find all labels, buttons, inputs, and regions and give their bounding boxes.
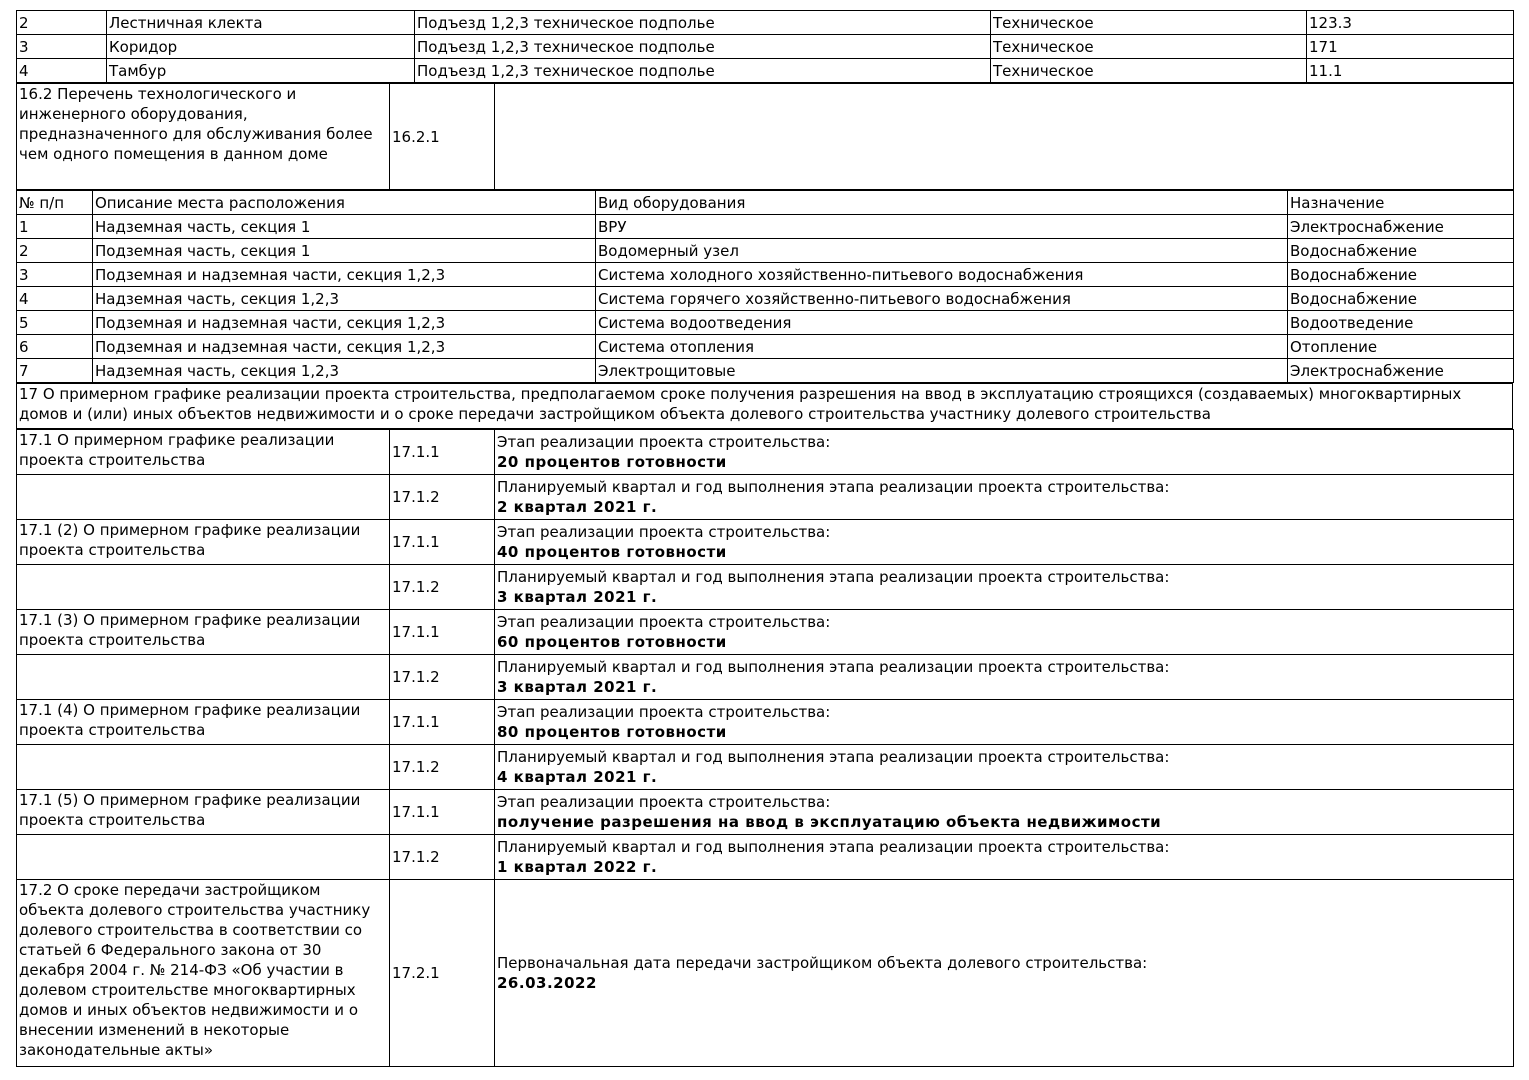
equipment-cell: Система отопления bbox=[596, 335, 1288, 359]
stage-date-value: 1 квартал 2022 г. bbox=[497, 858, 658, 876]
transfer-code: 17.2.1 bbox=[390, 880, 495, 1067]
rooms-row bbox=[17, 59, 1514, 83]
stage-row bbox=[17, 790, 1514, 835]
equipment-header-cell: № п/п bbox=[17, 191, 93, 215]
stage-empty-cell bbox=[17, 745, 390, 790]
equipment-cell: Водоотведение bbox=[1288, 311, 1514, 335]
equipment-cell: Водомерный узел bbox=[596, 239, 1288, 263]
room-area: 123.3 bbox=[1307, 11, 1514, 35]
stage-cell bbox=[495, 430, 1514, 475]
equipment-row bbox=[17, 311, 1514, 335]
equipment-cell: 2 bbox=[17, 239, 93, 263]
section-17-title: 17 О примерном графике реализации проекта строительства, предполагаемом сроке получения разрешения на ввод в эксплуатацию строящихся (создаваемых) многоквартирных домов и (или) иных объектов недвижимости и о сроке передачи застройщиком объекта долевого строительства участнику долевого строительства bbox=[17, 384, 1513, 429]
equipment-header-cell: Назначение bbox=[1288, 191, 1514, 215]
stage-date-row bbox=[17, 745, 1514, 790]
section-16-2-value bbox=[495, 84, 1514, 190]
stage-code: 17.1.2 bbox=[390, 745, 495, 790]
equipment-cell: Подземная и надземная части, секция 1,2,3 bbox=[93, 335, 596, 359]
room-location: Подъезд 1,2,3 техническое подполье bbox=[415, 35, 991, 59]
equipment-cell: Водоснабжение bbox=[1288, 239, 1514, 263]
room-area: 11.1 bbox=[1307, 59, 1514, 83]
stage-label: Этап реализации проекта строительства: bbox=[497, 613, 831, 631]
equipment-cell: Подземная часть, секция 1 bbox=[93, 239, 596, 263]
stage-row bbox=[17, 610, 1514, 655]
stage-cell bbox=[495, 790, 1514, 835]
room-area: 171 bbox=[1307, 35, 1514, 59]
stage-title: 17.1 (3) О примерном графике реализации проекта строительства bbox=[17, 610, 390, 655]
section-16-2-code: 16.2.1 bbox=[390, 84, 495, 190]
room-num: 2 bbox=[17, 11, 107, 35]
stage-date-label: Планируемый квартал и год выполнения этапа реализации проекта строительства: bbox=[497, 838, 1170, 856]
rooms-row bbox=[17, 11, 1514, 35]
room-name: Коридор bbox=[107, 35, 415, 59]
stage-row bbox=[17, 520, 1514, 565]
stage-date-label: Планируемый квартал и год выполнения этапа реализации проекта строительства: bbox=[497, 658, 1170, 676]
equipment-cell: Электроснабжение bbox=[1288, 359, 1514, 383]
stage-title: 17.1 (4) О примерном графике реализации проекта строительства bbox=[17, 700, 390, 745]
equipment-cell: Система холодного хозяйственно-питьевого водоснабжения bbox=[596, 263, 1288, 287]
stage-cell bbox=[495, 700, 1514, 745]
equipment-cell: Электроснабжение bbox=[1288, 215, 1514, 239]
stage-cell bbox=[495, 610, 1514, 655]
stage-cell bbox=[495, 520, 1514, 565]
equipment-header-cell: Вид оборудования bbox=[596, 191, 1288, 215]
stage-date-label: Планируемый квартал и год выполнения этапа реализации проекта строительства: bbox=[497, 478, 1170, 496]
equipment-cell: Надземная часть, секция 1,2,3 bbox=[93, 287, 596, 311]
stage-date-label: Планируемый квартал и год выполнения этапа реализации проекта строительства: bbox=[497, 568, 1170, 586]
equipment-row bbox=[17, 287, 1514, 311]
stage-date-cell bbox=[495, 655, 1514, 700]
equipment-cell: Система горячего хозяйственно-питьевого водоснабжения bbox=[596, 287, 1288, 311]
equipment-cell: Подземная и надземная части, секция 1,2,3 bbox=[93, 311, 596, 335]
rooms-row bbox=[17, 35, 1514, 59]
equipment-cell: 3 bbox=[17, 263, 93, 287]
stage-date-row bbox=[17, 655, 1514, 700]
equipment-cell: ВРУ bbox=[596, 215, 1288, 239]
room-location: Подъезд 1,2,3 техническое подполье bbox=[415, 59, 991, 83]
stage-title: 17.1 О примерном графике реализации проекта строительства bbox=[17, 430, 390, 475]
stage-value: 60 процентов готовности bbox=[497, 633, 727, 651]
stage-code: 17.1.1 bbox=[390, 430, 495, 475]
room-purpose: Техническое bbox=[991, 11, 1307, 35]
stage-code: 17.1.2 bbox=[390, 655, 495, 700]
equipment-cell: 6 bbox=[17, 335, 93, 359]
equipment-cell: Надземная часть, секция 1 bbox=[93, 215, 596, 239]
room-name: Тамбур bbox=[107, 59, 415, 83]
equipment-cell: Водоснабжение bbox=[1288, 287, 1514, 311]
equipment-cell: 5 bbox=[17, 311, 93, 335]
equipment-cell: 1 bbox=[17, 215, 93, 239]
equipment-row bbox=[17, 215, 1514, 239]
equipment-cell: 4 bbox=[17, 287, 93, 311]
stage-value: 40 процентов готовности bbox=[497, 543, 727, 561]
stage-code: 17.1.1 bbox=[390, 610, 495, 655]
transfer-title: 17.2 О сроке передачи застройщиком объекта долевого строительства участнику долевого строительства в соответствии со статьей 6 Федерального закона от 30 декабря 2004 г. № 214-ФЗ «Об участии в долевом строительстве многоквартирных домов и иных объектов недвижимости и о внесении изменений в некоторые законодательные акты» bbox=[17, 880, 390, 1067]
stage-date-cell bbox=[495, 745, 1514, 790]
transfer-label: Первоначальная дата передачи застройщиком объекта долевого строительства: bbox=[497, 954, 1148, 972]
stage-date-row bbox=[17, 835, 1514, 880]
stage-code: 17.1.1 bbox=[390, 700, 495, 745]
stage-empty-cell bbox=[17, 565, 390, 610]
room-location: Подъезд 1,2,3 техническое подполье bbox=[415, 11, 991, 35]
stage-empty-cell bbox=[17, 475, 390, 520]
stage-date-label: Планируемый квартал и год выполнения этапа реализации проекта строительства: bbox=[497, 748, 1170, 766]
stage-empty-cell bbox=[17, 655, 390, 700]
stage-value: 20 процентов готовности bbox=[497, 453, 727, 471]
equipment-cell: 7 bbox=[17, 359, 93, 383]
stage-code: 17.1.1 bbox=[390, 520, 495, 565]
equipment-header-cell: Описание места расположения bbox=[93, 191, 596, 215]
stage-label: Этап реализации проекта строительства: bbox=[497, 703, 831, 721]
stage-date-row bbox=[17, 565, 1514, 610]
equipment-row bbox=[17, 239, 1514, 263]
equipment-row bbox=[17, 335, 1514, 359]
stage-date-value: 2 квартал 2021 г. bbox=[497, 498, 658, 516]
transfer-cell bbox=[495, 880, 1514, 1067]
equipment-cell: Электрощитовые bbox=[596, 359, 1288, 383]
equipment-cell: Система водоотведения bbox=[596, 311, 1288, 335]
equipment-table bbox=[16, 190, 1514, 383]
room-purpose: Техническое bbox=[991, 59, 1307, 83]
section-17 bbox=[16, 383, 1513, 429]
stage-date-value: 3 квартал 2021 г. bbox=[497, 588, 658, 606]
stage-row bbox=[17, 430, 1514, 475]
document-page bbox=[16, 10, 1513, 1067]
stage-date-cell bbox=[495, 565, 1514, 610]
stage-value: получение разрешения на ввод в эксплуатацию объекта недвижимости bbox=[497, 813, 1162, 831]
rooms-table bbox=[16, 10, 1514, 83]
section-16-2 bbox=[16, 83, 1514, 190]
equipment-header-row bbox=[17, 191, 1514, 215]
stage-date-cell bbox=[495, 475, 1514, 520]
stage-date-cell bbox=[495, 835, 1514, 880]
stage-row bbox=[17, 700, 1514, 745]
room-num: 3 bbox=[17, 35, 107, 59]
stage-code: 17.1.2 bbox=[390, 565, 495, 610]
room-name: Лестничная клекта bbox=[107, 11, 415, 35]
equipment-cell: Подземная и надземная части, секция 1,2,3 bbox=[93, 263, 596, 287]
stage-date-row bbox=[17, 475, 1514, 520]
equipment-cell: Отопление bbox=[1288, 335, 1514, 359]
stage-label: Этап реализации проекта строительства: bbox=[497, 433, 831, 451]
stage-empty-cell bbox=[17, 835, 390, 880]
stage-code: 17.1.2 bbox=[390, 835, 495, 880]
room-purpose: Техническое bbox=[991, 35, 1307, 59]
equipment-cell: Надземная часть, секция 1,2,3 bbox=[93, 359, 596, 383]
stage-code: 17.1.1 bbox=[390, 790, 495, 835]
stage-title: 17.1 (2) О примерном графике реализации проекта строительства bbox=[17, 520, 390, 565]
stage-title: 17.1 (5) О примерном графике реализации проекта строительства bbox=[17, 790, 390, 835]
equipment-cell: Водоснабжение bbox=[1288, 263, 1514, 287]
stage-code: 17.1.2 bbox=[390, 475, 495, 520]
equipment-row bbox=[17, 263, 1514, 287]
equipment-row bbox=[17, 359, 1514, 383]
section-16-2-title: 16.2 Перечень технологического и инженерного оборудования, предназначенного для обслуживания более чем одного помещения в данном доме bbox=[17, 84, 390, 190]
transfer-date: 26.03.2022 bbox=[497, 974, 597, 992]
stage-value: 80 процентов готовности bbox=[497, 723, 727, 741]
room-num: 4 bbox=[17, 59, 107, 83]
section-17-stages bbox=[16, 429, 1514, 1067]
stage-label: Этап реализации проекта строительства: bbox=[497, 793, 831, 811]
stage-label: Этап реализации проекта строительства: bbox=[497, 523, 831, 541]
stage-date-value: 3 квартал 2021 г. bbox=[497, 678, 658, 696]
stage-date-value: 4 квартал 2021 г. bbox=[497, 768, 658, 786]
